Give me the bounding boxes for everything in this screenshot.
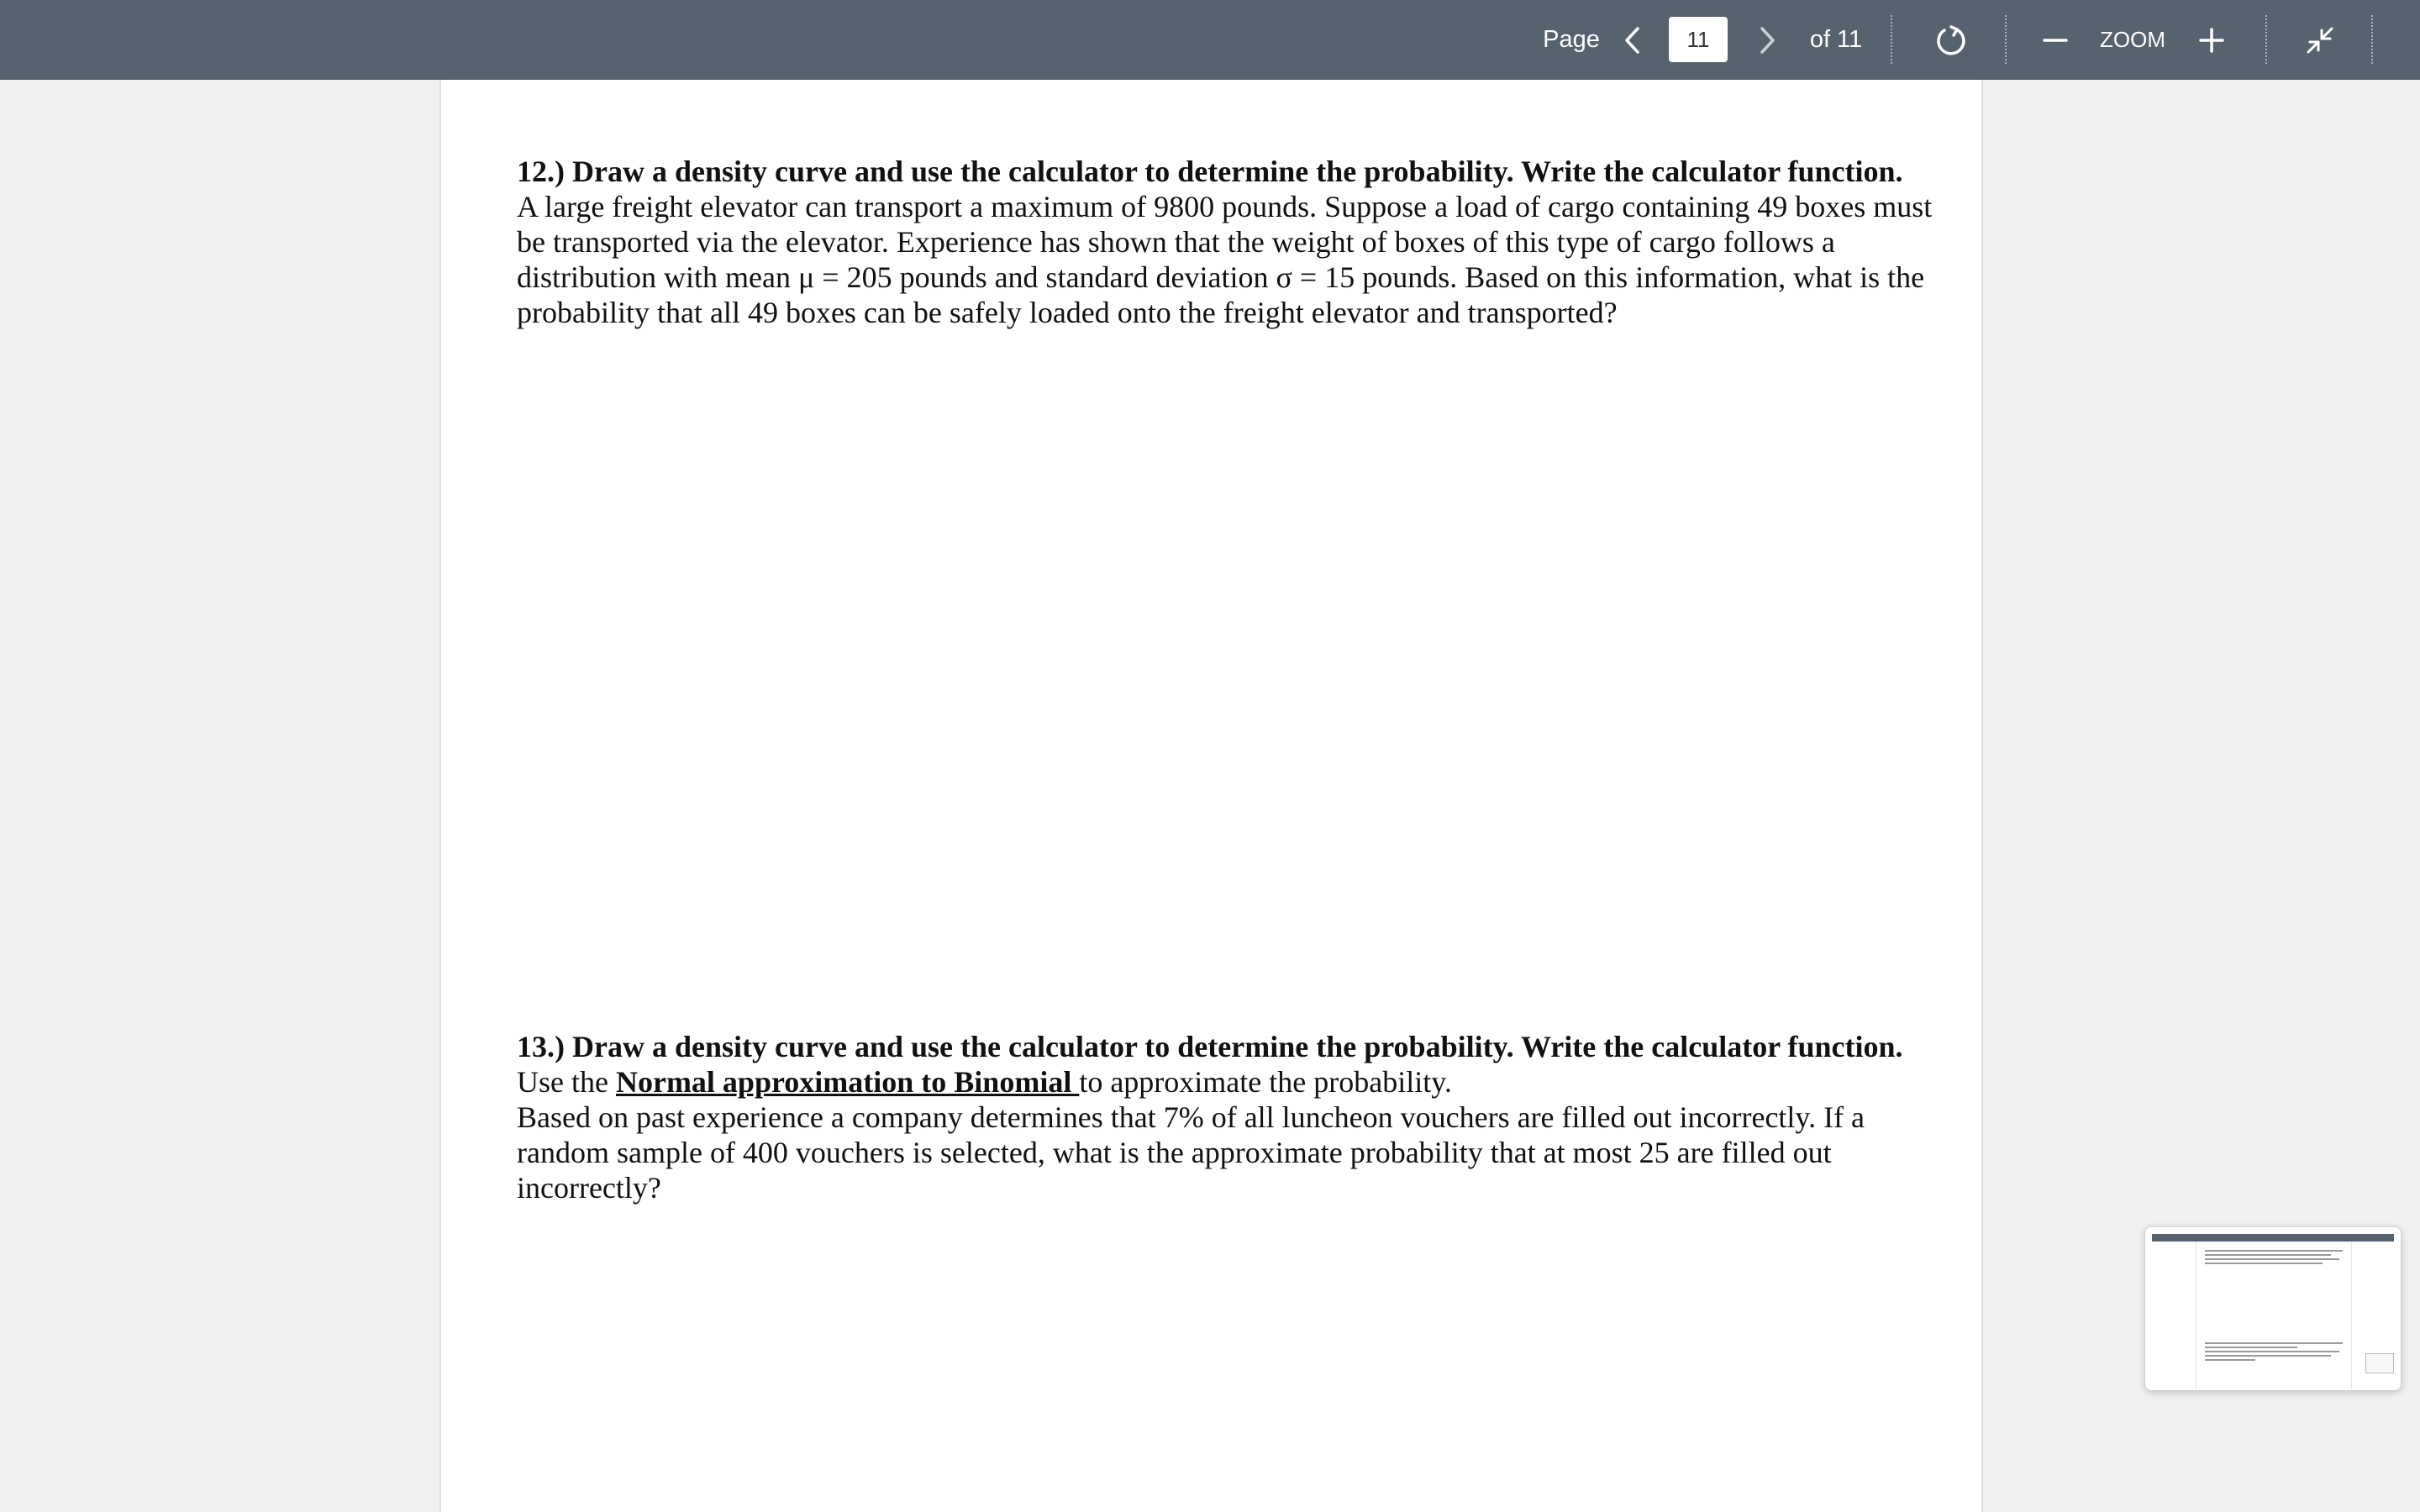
page-count-label: of 11 bbox=[1809, 26, 1863, 53]
thumbnail-page bbox=[2196, 1242, 2352, 1389]
question-12-heading: 12.) Draw a density curve and use the calculator to determine the probability. Write the calculator function. bbox=[517, 155, 1903, 188]
chevron-right-icon bbox=[1759, 26, 1777, 55]
plus-icon bbox=[2198, 27, 2225, 54]
exit-fullscreen-button[interactable] bbox=[2299, 0, 2341, 80]
rotate-button[interactable] bbox=[1926, 0, 1976, 80]
toolbar-divider bbox=[1891, 15, 1892, 64]
page-label: Page bbox=[1543, 26, 1600, 53]
page-number-input[interactable] bbox=[1669, 17, 1728, 62]
question-13-intro-emphasis: Normal approximation to Binomial bbox=[615, 1065, 1080, 1099]
document-toolbar bbox=[0, 0, 2420, 80]
collapse-icon bbox=[2305, 25, 2335, 55]
thumbnail-viewport-indicator[interactable] bbox=[2365, 1353, 2394, 1373]
zoom-out-button[interactable] bbox=[2037, 0, 2074, 80]
question-13 bbox=[517, 1029, 1945, 1205]
thumbnail-toolbar bbox=[2152, 1234, 2394, 1242]
question-13-intro-suffix: to approximate the probability. bbox=[1079, 1065, 1452, 1099]
next-page-button[interactable] bbox=[1749, 0, 1786, 80]
page-thumbnail-navigator[interactable] bbox=[2144, 1226, 2402, 1391]
question-12-body: A large freight elevator can transport a maximum of 9800 pounds. Suppose a load of cargo containing 49 boxes must be transported via the elevator. Experience has shown that the weight of boxes of this type of cargo follows a distribution with mean μ = 205 pounds and standard deviation σ = 15 pounds. Based on this information, what is the probability that all 49 boxes can be safely loaded onto the freight elevator and transported? bbox=[517, 190, 1933, 329]
zoom-label: ZOOM bbox=[2100, 27, 2165, 52]
prev-page-button[interactable] bbox=[1613, 0, 1650, 80]
minus-icon bbox=[2043, 28, 2068, 53]
zoom-in-button[interactable] bbox=[2193, 0, 2230, 80]
toolbar-divider bbox=[2265, 15, 2267, 64]
document-page bbox=[439, 80, 1983, 1512]
toolbar-divider bbox=[2371, 15, 2373, 64]
toolbar-divider bbox=[2005, 15, 2007, 64]
question-13-intro-prefix: Use the bbox=[517, 1065, 616, 1099]
question-13-heading: 13.) Draw a density curve and use the calculator to determine the probability. Write the calculator function. bbox=[517, 1030, 1903, 1063]
question-13-body: Based on past experience a company determines that 7% of all luncheon vouchers are filled out incorrectly. If a random sample of 400 vouchers is selected, what is the approximate probability that at most 25 are filled out incorrectly? bbox=[517, 1100, 1865, 1205]
question-12 bbox=[517, 154, 1945, 330]
rotate-icon bbox=[1934, 24, 1968, 57]
chevron-left-icon bbox=[1623, 26, 1641, 55]
